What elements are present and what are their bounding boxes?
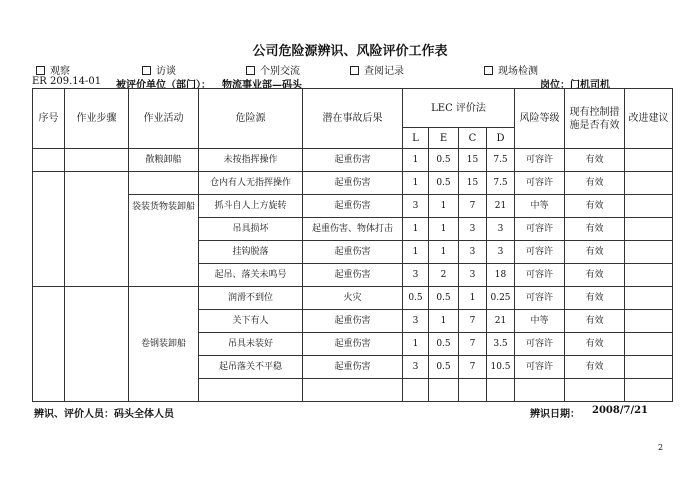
control-cell: 有效 bbox=[565, 264, 625, 287]
header-e: E bbox=[429, 128, 459, 149]
table-row bbox=[33, 287, 673, 310]
c-cell: 7 bbox=[459, 310, 487, 333]
accident-cell: 起重伤害 bbox=[303, 172, 403, 195]
control-cell: 有效 bbox=[565, 310, 625, 333]
hazard-cell: 吊具未装好 bbox=[199, 333, 303, 356]
l-cell: 1 bbox=[403, 149, 429, 172]
improve-cell bbox=[625, 195, 673, 218]
header-improve: 改进建议 bbox=[625, 89, 673, 149]
risk-cell: 可容许 bbox=[515, 333, 565, 356]
activity-cell: 散粮卸船 bbox=[129, 149, 199, 172]
page-number: 2 bbox=[658, 443, 664, 452]
accident-cell: 起重伤害 bbox=[303, 149, 403, 172]
date-value: 2008/7/21 bbox=[592, 405, 649, 416]
control-cell: 有效 bbox=[565, 241, 625, 264]
checkbox-review-records[interactable] bbox=[350, 62, 404, 77]
c-cell bbox=[459, 379, 487, 402]
c-cell: 3 bbox=[459, 218, 487, 241]
page-title: 公司危险源辨识、风险评价工作表 bbox=[252, 44, 448, 59]
checkbox-label: 访谈 bbox=[156, 66, 176, 77]
l-cell: 3 bbox=[403, 310, 429, 333]
improve-cell bbox=[625, 149, 673, 172]
checkbox-label: 观察 bbox=[50, 66, 70, 77]
hazard-cell: 未按指挥操作 bbox=[199, 149, 303, 172]
e-cell: 0.5 bbox=[429, 356, 459, 379]
l-cell: 1 bbox=[403, 172, 429, 195]
d-cell: 18 bbox=[487, 264, 515, 287]
risk-cell: 可容许 bbox=[515, 149, 565, 172]
d-cell: 21 bbox=[487, 195, 515, 218]
hazard-cell: 抓斗自人上方旋转 bbox=[199, 195, 303, 218]
d-cell: 3 bbox=[487, 241, 515, 264]
header-d: D bbox=[487, 128, 515, 149]
header-lec: LEC 评价法 bbox=[403, 89, 515, 128]
risk-cell: 可容许 bbox=[515, 356, 565, 379]
step-cell bbox=[65, 149, 129, 172]
header-hazard: 危险源 bbox=[199, 89, 303, 149]
e-cell: 1 bbox=[429, 195, 459, 218]
checkbox-label: 查阅记录 bbox=[364, 66, 404, 77]
step-cell bbox=[65, 287, 129, 402]
l-cell: 3 bbox=[403, 356, 429, 379]
d-cell: 21 bbox=[487, 310, 515, 333]
improve-cell bbox=[625, 356, 673, 379]
checkbox-icon bbox=[36, 66, 45, 75]
e-cell: 2 bbox=[429, 264, 459, 287]
control-cell: 有效 bbox=[565, 218, 625, 241]
risk-cell: 中等 bbox=[515, 195, 565, 218]
accident-cell: 起重伤害 bbox=[303, 333, 403, 356]
l-cell bbox=[403, 379, 429, 402]
accident-cell: 起重伤害 bbox=[303, 356, 403, 379]
checkbox-observe[interactable] bbox=[36, 62, 70, 77]
checkbox-individual-talk[interactable] bbox=[246, 62, 300, 77]
e-cell: 0.5 bbox=[429, 287, 459, 310]
hazard-cell: 吊具损坏 bbox=[199, 218, 303, 241]
control-cell bbox=[565, 379, 625, 402]
date-label: 辨识日期： bbox=[530, 409, 580, 420]
unit-label: 被评价单位（部门）： bbox=[116, 80, 211, 91]
checkbox-icon bbox=[484, 66, 493, 75]
header-step: 作业步骤 bbox=[65, 89, 129, 149]
e-cell: 1 bbox=[429, 218, 459, 241]
activity-cell: 袋装货物装卸船 bbox=[129, 195, 199, 287]
improve-cell bbox=[625, 333, 673, 356]
footer bbox=[32, 405, 672, 418]
risk-cell bbox=[515, 379, 565, 402]
table-row bbox=[33, 195, 673, 218]
control-cell: 有效 bbox=[565, 149, 625, 172]
e-cell: 1 bbox=[429, 310, 459, 333]
c-cell: 7 bbox=[459, 356, 487, 379]
checkbox-icon bbox=[142, 66, 151, 75]
c-cell: 7 bbox=[459, 195, 487, 218]
d-cell: 7.5 bbox=[487, 172, 515, 195]
d-cell: 3.5 bbox=[487, 333, 515, 356]
checkbox-label: 个别交流 bbox=[260, 66, 300, 77]
header-activity: 作业活动 bbox=[129, 89, 199, 149]
c-cell: 15 bbox=[459, 149, 487, 172]
l-cell: 0.5 bbox=[403, 287, 429, 310]
hazard-cell: 挂钩脱落 bbox=[199, 241, 303, 264]
improve-cell bbox=[625, 241, 673, 264]
accident-cell: 起重伤害 bbox=[303, 310, 403, 333]
accident-cell: 起重伤害、物体打击 bbox=[303, 218, 403, 241]
d-cell: 7.5 bbox=[487, 149, 515, 172]
accident-cell: 起重伤害 bbox=[303, 241, 403, 264]
d-cell: 10.5 bbox=[487, 356, 515, 379]
control-cell: 有效 bbox=[565, 333, 625, 356]
activity-cell: 卷钢装卸船 bbox=[129, 287, 199, 402]
seq-cell bbox=[33, 287, 65, 402]
e-cell: 0.5 bbox=[429, 172, 459, 195]
improve-cell bbox=[625, 379, 673, 402]
c-cell: 3 bbox=[459, 241, 487, 264]
method-checkboxes bbox=[32, 62, 672, 76]
header-risk: 风险等级 bbox=[515, 89, 565, 149]
accident-cell: 起重伤害 bbox=[303, 264, 403, 287]
l-cell: 3 bbox=[403, 195, 429, 218]
post: 岗位：门机司机 bbox=[540, 80, 610, 91]
improve-cell bbox=[625, 264, 673, 287]
d-cell: 3 bbox=[487, 218, 515, 241]
e-cell bbox=[429, 379, 459, 402]
e-cell: 0.5 bbox=[429, 333, 459, 356]
improve-cell bbox=[625, 310, 673, 333]
accident-cell bbox=[303, 379, 403, 402]
hazard-cell: 润滑不到位 bbox=[199, 287, 303, 310]
l-cell: 1 bbox=[403, 333, 429, 356]
improve-cell bbox=[625, 218, 673, 241]
accident-cell: 起重伤害 bbox=[303, 195, 403, 218]
risk-cell: 可容许 bbox=[515, 287, 565, 310]
checkbox-site-inspection[interactable] bbox=[484, 62, 538, 77]
hazard-cell: 仓内有人无指挥操作 bbox=[199, 172, 303, 195]
header-l: L bbox=[403, 128, 429, 149]
e-cell: 0.5 bbox=[429, 149, 459, 172]
control-cell: 有效 bbox=[565, 356, 625, 379]
table-row bbox=[33, 149, 673, 172]
risk-cell: 可容许 bbox=[515, 264, 565, 287]
risk-cell: 可容许 bbox=[515, 172, 565, 195]
d-cell: 0.25 bbox=[487, 287, 515, 310]
activity-cell bbox=[129, 172, 199, 195]
header-control: 现有控制措施是否有效 bbox=[565, 89, 625, 149]
checkbox-icon bbox=[350, 66, 359, 75]
hazard-cell: 起吊、落关未鸣号 bbox=[199, 264, 303, 287]
header-c: C bbox=[459, 128, 487, 149]
evaluator: 辨识、评价人员：码头全体人员 bbox=[34, 409, 174, 420]
header-seq: 序号 bbox=[33, 89, 65, 149]
meta-line bbox=[32, 76, 672, 91]
checkbox-label: 现场检测 bbox=[498, 66, 538, 77]
control-cell: 有效 bbox=[565, 287, 625, 310]
l-cell: 1 bbox=[403, 218, 429, 241]
c-cell: 3 bbox=[459, 264, 487, 287]
l-cell: 1 bbox=[403, 241, 429, 264]
improve-cell bbox=[625, 172, 673, 195]
step-cell bbox=[65, 172, 129, 287]
document-code: ER 209.14-01 bbox=[32, 76, 102, 87]
seq-cell bbox=[33, 172, 65, 287]
checkbox-icon bbox=[246, 66, 255, 75]
d-cell bbox=[487, 379, 515, 402]
improve-cell bbox=[625, 287, 673, 310]
control-cell: 有效 bbox=[565, 195, 625, 218]
risk-cell: 可容许 bbox=[515, 241, 565, 264]
risk-cell: 中等 bbox=[515, 310, 565, 333]
table-row bbox=[33, 172, 673, 195]
c-cell: 1 bbox=[459, 287, 487, 310]
hazard-cell bbox=[199, 379, 303, 402]
checkbox-interview[interactable] bbox=[142, 62, 176, 77]
control-cell: 有效 bbox=[565, 172, 625, 195]
c-cell: 15 bbox=[459, 172, 487, 195]
e-cell: 1 bbox=[429, 241, 459, 264]
unit-value: 物流事业部—码头 bbox=[222, 80, 302, 91]
risk-table bbox=[32, 88, 673, 402]
seq-cell bbox=[33, 149, 65, 172]
header-accident: 潜在事故后果 bbox=[303, 89, 403, 149]
accident-cell: 火灾 bbox=[303, 287, 403, 310]
c-cell: 7 bbox=[459, 333, 487, 356]
l-cell: 3 bbox=[403, 264, 429, 287]
hazard-cell: 起吊落关不平稳 bbox=[199, 356, 303, 379]
risk-cell: 可容许 bbox=[515, 218, 565, 241]
hazard-cell: 关下有人 bbox=[199, 310, 303, 333]
